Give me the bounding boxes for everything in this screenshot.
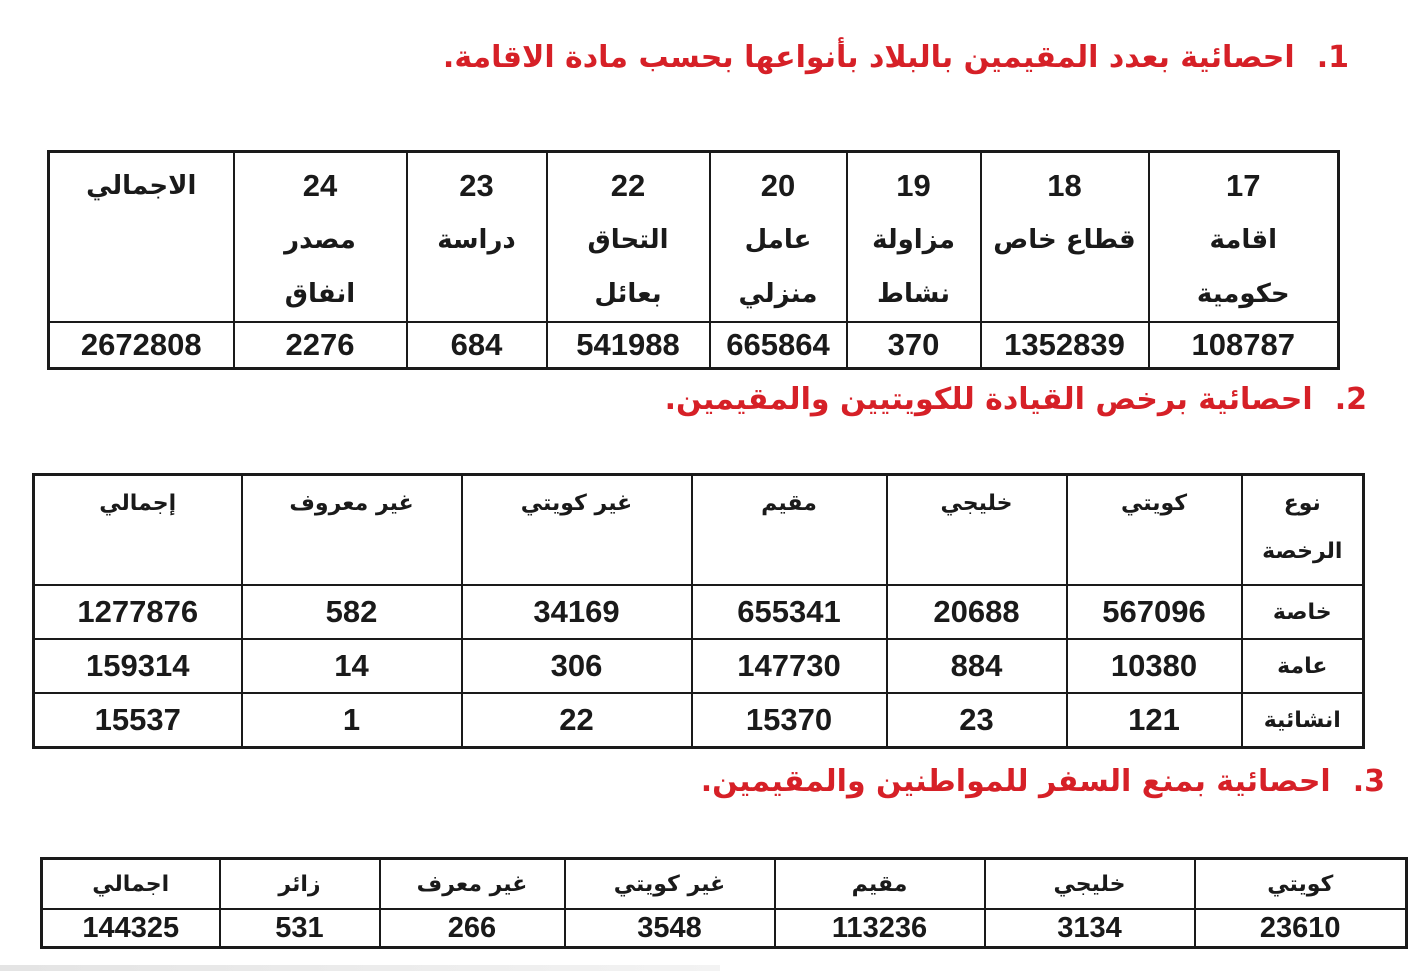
section-1-title xyxy=(443,40,1349,75)
residency-code: 20 xyxy=(760,168,796,203)
header-label-line2: نشاط xyxy=(877,279,950,309)
row-label: خاصة xyxy=(1242,585,1364,639)
value-cell: 34169 xyxy=(462,585,692,639)
value-cell: 884 xyxy=(887,639,1067,693)
section-3-title-text: احصائية بمنع السفر للمواطنين والمقيمين. xyxy=(700,764,1331,799)
header-cell: اجمالي xyxy=(42,859,220,910)
total-value-cell: 144325 xyxy=(42,909,220,948)
header-label-line2: انفاق xyxy=(284,279,356,309)
table-row xyxy=(34,639,1364,693)
header-label-line1: مصدر xyxy=(284,225,356,255)
header-label-line2: الرخصة xyxy=(1262,539,1343,564)
scan-artifact-line xyxy=(0,965,720,971)
table-values-row xyxy=(49,322,1339,369)
header-label-line1: نوع xyxy=(1283,491,1321,516)
residency-code: 19 xyxy=(896,168,931,203)
residents-by-residency-type-table xyxy=(47,150,1340,370)
value-cell: 159314 xyxy=(34,639,242,693)
value-cell: 15370 xyxy=(692,693,887,748)
table-header-row xyxy=(49,152,1339,323)
row-label: انشائية xyxy=(1242,693,1364,748)
header-cell xyxy=(547,152,710,323)
section-2-title-text: احصائية برخص القيادة للكويتيين والمقيمين. xyxy=(664,382,1313,417)
value-cell: 23610 xyxy=(1195,909,1407,948)
header-cell xyxy=(710,152,847,323)
header-cell: مقيم xyxy=(775,859,985,910)
value-cell: 113236 xyxy=(775,909,985,948)
value-cell: 20688 xyxy=(887,585,1067,639)
table-header-row xyxy=(34,475,1364,586)
header-label-line1: مزاولة xyxy=(872,225,955,255)
value-cell: 22 xyxy=(462,693,692,748)
value-cell: 306 xyxy=(462,639,692,693)
header-cell: غير معرف xyxy=(380,859,565,910)
table-values-row xyxy=(42,909,1407,948)
header-label-line1: اقامة xyxy=(1209,225,1278,255)
header-cell: خليجي xyxy=(985,859,1195,910)
driving-licenses-table xyxy=(32,473,1365,749)
header-label-line2: منزلي xyxy=(738,279,818,309)
value-cell: 147730 xyxy=(692,639,887,693)
section-3-number: 3. xyxy=(1352,764,1385,799)
value-cell: 1352839 xyxy=(981,322,1149,369)
section-2-title xyxy=(665,382,1367,417)
header-cell: خليجي xyxy=(887,475,1067,586)
header-label-line1: عامل xyxy=(744,225,812,255)
section-1-number: 1. xyxy=(1316,40,1349,75)
value-cell: 3134 xyxy=(985,909,1195,948)
value-cell: 655341 xyxy=(692,585,887,639)
residency-code: 24 xyxy=(302,168,338,203)
total-value-cell: 2672808 xyxy=(49,322,234,369)
header-cell: زائر xyxy=(220,859,380,910)
header-label-line2: بعائل xyxy=(594,279,662,309)
section-3-title xyxy=(701,764,1385,799)
header-cell: غير كويتي xyxy=(462,475,692,586)
value-cell: 15537 xyxy=(34,693,242,748)
value-cell: 541988 xyxy=(547,322,710,369)
header-cell: مقيم xyxy=(692,475,887,586)
value-cell: 14 xyxy=(242,639,462,693)
header-label-line1: التحاق xyxy=(587,225,669,255)
header-cell: إجمالي xyxy=(34,475,242,586)
value-cell: 582 xyxy=(242,585,462,639)
header-cell xyxy=(234,152,407,323)
header-label-line1: دراسة xyxy=(437,225,516,255)
header-cell xyxy=(1149,152,1339,323)
header-cell: كويتي xyxy=(1067,475,1242,586)
residency-code: 18 xyxy=(1047,168,1082,203)
table-row xyxy=(34,693,1364,748)
value-cell: 1277876 xyxy=(34,585,242,639)
value-cell: 567096 xyxy=(1067,585,1242,639)
section-1-title-text: احصائية بعدد المقيمين بالبلاد بأنواعها بحسب مادة الاقامة. xyxy=(442,40,1295,75)
residency-code: 23 xyxy=(459,168,494,203)
travel-ban-table xyxy=(40,857,1408,949)
value-cell: 2276 xyxy=(234,322,407,369)
value-cell: 531 xyxy=(220,909,380,948)
header-cell xyxy=(847,152,981,323)
header-cell xyxy=(407,152,547,323)
header-cell xyxy=(981,152,1149,323)
license-type-header xyxy=(1242,475,1364,586)
header-cell: غير كويتي xyxy=(565,859,775,910)
section-2-number: 2. xyxy=(1334,382,1367,417)
value-cell: 3548 xyxy=(565,909,775,948)
header-cell: كويتي xyxy=(1195,859,1407,910)
table-row xyxy=(34,585,1364,639)
header-label-line1: الاجمالي xyxy=(86,171,197,201)
table-header-row xyxy=(42,859,1407,910)
value-cell: 121 xyxy=(1067,693,1242,748)
value-cell: 370 xyxy=(847,322,981,369)
header-label-line2: حكومية xyxy=(1196,279,1290,309)
row-label: عامة xyxy=(1242,639,1364,693)
value-cell: 665864 xyxy=(710,322,847,369)
value-cell: 108787 xyxy=(1149,322,1339,369)
header-label-line1: قطاع خاص xyxy=(993,225,1136,255)
residency-code: 17 xyxy=(1226,168,1261,203)
value-cell: 23 xyxy=(887,693,1067,748)
header-cell: غير معروف xyxy=(242,475,462,586)
value-cell: 684 xyxy=(407,322,547,369)
header-cell-total xyxy=(49,152,234,323)
value-cell: 1 xyxy=(242,693,462,748)
value-cell: 10380 xyxy=(1067,639,1242,693)
value-cell: 266 xyxy=(380,909,565,948)
residency-code: 22 xyxy=(610,168,646,203)
